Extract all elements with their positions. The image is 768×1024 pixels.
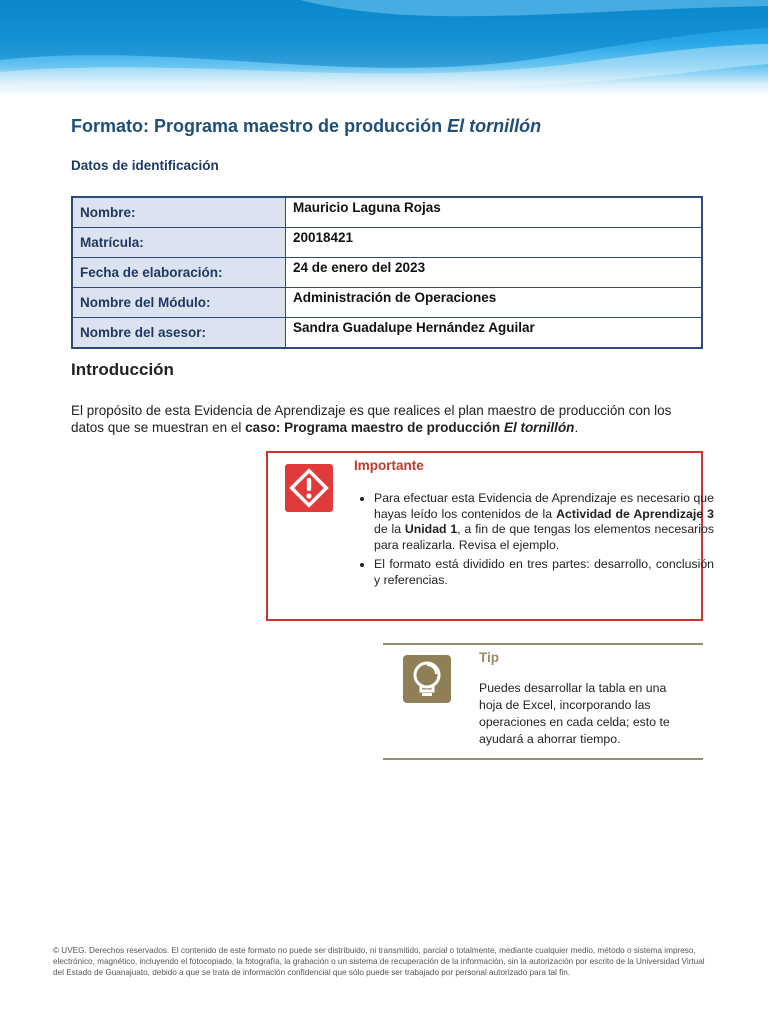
row-value: 20018421	[286, 228, 703, 258]
intro-text: El propósito de esta Evidencia de Aprendizaje es que realices el plan maestro de producción con los datos que se muestran en el	[71, 403, 672, 435]
section-subheading: Datos de identificación	[71, 158, 219, 173]
row-value: Sandra Guadalupe Hernández Aguilar	[286, 318, 703, 349]
warning-icon	[284, 463, 334, 513]
intro-paragraph	[71, 402, 703, 436]
intro-bold-text: caso: Programa maestro de producción	[245, 420, 504, 435]
intro-bold-italic-text: El tornillón	[503, 420, 575, 435]
item-bold-text: Unidad 1	[404, 522, 458, 536]
item-text: , a fin de que tengas los elementos necesarios para realizarla. Revisa el ejemplo.	[374, 522, 714, 552]
identification-table	[71, 196, 703, 349]
row-label: Nombre del asesor:	[72, 318, 286, 349]
table-row	[72, 197, 702, 228]
row-label: Nombre del Módulo:	[72, 288, 286, 318]
item-text: Para efectuar esta Evidencia de Aprendizaje es necesario que hayas leído los contenidos de la	[374, 491, 714, 521]
lightbulb-icon	[403, 655, 451, 703]
important-list	[354, 491, 714, 592]
table-row	[72, 258, 702, 288]
copyright-footer: © UVEG. Derechos reservados. El contenido de este formato no puede ser distribuido, ni transmitido, parcial o totalmente, mediante cualquier medio, método o sistema impreso, electrónico, magnético, incluyendo el fotocopiado, la fotografía, la grabación o un sistema de recuperación de la información, sin la autorización por escrito de la Universidad Virtual del Estado de Guanajuato, debido a que se trata de información confidencial que sólo puede ser trabajado por personal autorizado para tal fin.	[53, 946, 705, 977]
tip-text: Puedes desarrollar la tabla en una hoja de Excel, incorporando las operaciones en cada celda; esto te ayudará a ahorrar tiempo.	[479, 681, 670, 746]
table-row	[72, 288, 702, 318]
important-callout	[266, 451, 714, 621]
item-text: de la	[374, 522, 405, 536]
row-label: Nombre:	[72, 197, 286, 228]
title-text: Formato: Programa maestro de producción	[71, 116, 448, 136]
item-bold-text: Actividad de Aprendizaje 3	[556, 506, 714, 521]
table-row	[72, 318, 702, 349]
list-item	[374, 491, 714, 553]
row-value: Administración de Operaciones	[286, 288, 703, 318]
tip-callout	[383, 643, 703, 760]
tip-title: Tip	[479, 650, 499, 665]
row-value: Mauricio Laguna Rojas	[286, 197, 703, 228]
page-title	[71, 116, 541, 137]
title-italic-text: El tornillón	[447, 116, 542, 136]
row-value: 24 de enero del 2023	[286, 258, 703, 288]
intro-heading: Introducción	[71, 360, 174, 379]
row-label: Matrícula:	[72, 228, 286, 258]
intro-end: .	[574, 420, 579, 435]
header-banner	[0, 0, 768, 96]
banner-wave-graphic	[0, 0, 768, 96]
list-item: • El formato está dividido en tres partes: desarrollo, conclusión y referencias.	[374, 557, 714, 588]
table-row	[72, 228, 702, 258]
important-title: Importante	[354, 458, 424, 473]
row-label: Fecha de elaboración:	[72, 258, 286, 288]
